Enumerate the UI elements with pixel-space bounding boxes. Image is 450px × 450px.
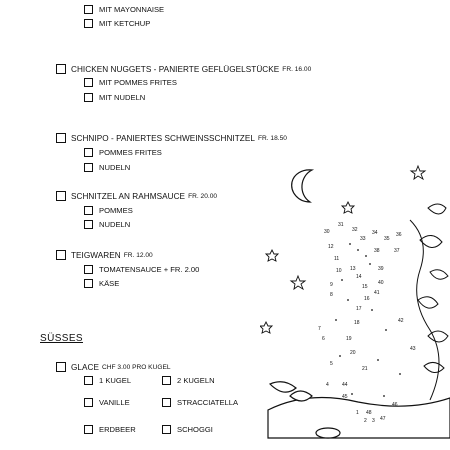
dot-number: 43 xyxy=(410,346,416,352)
dot-number: 4 xyxy=(326,382,329,388)
option-schnipo-nudeln[interactable] xyxy=(84,163,130,172)
star-icon xyxy=(260,322,272,333)
checkbox[interactable] xyxy=(56,191,66,201)
star-icon xyxy=(411,166,425,179)
option-label: NUDELN xyxy=(99,163,131,172)
checkbox[interactable] xyxy=(84,220,93,229)
checkbox[interactable] xyxy=(162,398,171,407)
option-schnipo-pommes[interactable] xyxy=(84,148,162,157)
dot-number: 42 xyxy=(398,318,404,324)
dot-number: 6 xyxy=(322,336,325,342)
checkbox[interactable] xyxy=(84,376,93,385)
item-title: CHICKEN NUGGETS - PANIERTE GEFLÜGELSTÜCKE xyxy=(71,64,280,74)
dot-number: 20 xyxy=(350,350,356,356)
dot-number: 1 xyxy=(356,410,359,416)
leaf-icon xyxy=(418,204,448,416)
option-label: POMMES FRITES xyxy=(99,148,162,157)
checkbox[interactable] xyxy=(162,376,171,385)
checkbox[interactable] xyxy=(84,148,93,157)
option-teigwaren-kaese[interactable] xyxy=(84,279,119,288)
item-price: FR. 18.50 xyxy=(257,134,287,142)
item-title: TEIGWAREN xyxy=(71,250,121,260)
dot-number: 2 xyxy=(364,418,367,424)
dot-number: 36 xyxy=(396,232,402,238)
dot-number: 10 xyxy=(336,268,342,274)
branch-icon xyxy=(268,382,450,438)
dot-number: 40 xyxy=(378,280,384,286)
option-vanille[interactable] xyxy=(84,398,130,407)
checkbox[interactable] xyxy=(162,425,171,434)
dot-number: 9 xyxy=(330,282,333,288)
item-title: GLACE xyxy=(71,362,100,372)
moon-icon xyxy=(292,170,312,202)
option-teigwaren-tomatensauce[interactable] xyxy=(84,265,199,274)
dot-number: 17 xyxy=(356,306,362,312)
option-ketchup[interactable] xyxy=(84,19,150,28)
checkbox[interactable] xyxy=(56,133,66,143)
item-price: CHF 3.00 PRO KUGEL xyxy=(102,363,171,371)
checkbox[interactable] xyxy=(84,425,93,434)
dot-number: 32 xyxy=(352,227,358,233)
option-nuggets-pommes[interactable] xyxy=(84,78,177,87)
dot-number: 30 xyxy=(324,229,330,235)
dot-number: 8 xyxy=(330,292,333,298)
option-rahmsauce-nudeln[interactable] xyxy=(84,220,130,229)
dot-number: 11 xyxy=(334,256,340,262)
item-price: FR. 20.00 xyxy=(188,192,218,200)
dot-markers xyxy=(335,243,401,397)
checkbox[interactable] xyxy=(84,78,93,87)
dot-number: 46 xyxy=(392,402,398,408)
dot-number: 39 xyxy=(378,266,384,272)
dot-number: 14 xyxy=(356,274,362,280)
option-label: ERDBEER xyxy=(99,425,136,434)
star-icon xyxy=(291,276,305,289)
item-price: FR. 12.00 xyxy=(123,251,153,259)
dot-number: 33 xyxy=(360,236,366,242)
dot-number: 12 xyxy=(328,244,334,250)
menu-item-glace[interactable] xyxy=(56,362,171,372)
dot-number: 15 xyxy=(362,284,368,290)
menu-item-chicken-nuggets[interactable] xyxy=(56,64,311,74)
dot-number: 38 xyxy=(374,248,380,254)
dot-number: 47 xyxy=(380,416,386,422)
dot-number: 31 xyxy=(338,222,344,228)
option-erdbeer[interactable] xyxy=(84,425,136,434)
dot-numbers xyxy=(318,222,416,424)
option-label: MIT KETCHUP xyxy=(99,19,151,28)
section-heading-suesses: SÜSSES xyxy=(40,333,83,344)
option-1-kugel[interactable] xyxy=(84,376,131,385)
option-label: STRACCIATELLA xyxy=(177,398,239,407)
option-schoggi[interactable] xyxy=(162,425,213,434)
dot-number: 5 xyxy=(330,361,333,367)
option-label: MIT NUDELN xyxy=(99,93,146,102)
dot-number: 19 xyxy=(346,336,352,342)
menu-item-schnipo[interactable] xyxy=(56,133,287,143)
checkbox[interactable] xyxy=(84,398,93,407)
dot-number: 3 xyxy=(372,418,375,424)
item-title: SCHNITZEL AN RAHMSAUCE xyxy=(71,191,186,201)
option-2-kugeln[interactable] xyxy=(162,376,215,385)
option-label: SCHOGGI xyxy=(177,425,213,434)
dot-number: 41 xyxy=(374,290,380,296)
checkbox[interactable] xyxy=(84,5,93,14)
item-price: FR. 16.00 xyxy=(282,65,312,73)
dot-number: 13 xyxy=(350,266,356,272)
checkbox[interactable] xyxy=(84,163,93,172)
checkbox[interactable] xyxy=(84,279,93,288)
option-mayonnaise[interactable] xyxy=(84,5,164,14)
option-rahmsauce-pommes[interactable] xyxy=(84,206,133,215)
dot-number: 48 xyxy=(366,410,372,416)
dot-number: 16 xyxy=(364,296,370,302)
option-label: MIT MAYONNAISE xyxy=(99,5,165,14)
checkbox[interactable] xyxy=(56,362,66,372)
dot-number: 44 xyxy=(342,382,348,388)
menu-item-rahmsauce[interactable] xyxy=(56,191,217,201)
option-label: 1 KUGEL xyxy=(99,376,132,385)
option-stracciatella[interactable] xyxy=(162,398,238,407)
checkbox[interactable] xyxy=(56,250,66,260)
star-icon xyxy=(266,250,278,261)
dot-number: 18 xyxy=(354,320,360,326)
dot-number: 45 xyxy=(342,394,348,400)
checkbox[interactable] xyxy=(84,206,93,215)
checkbox[interactable] xyxy=(84,265,93,274)
option-label: POMMES xyxy=(99,206,133,215)
dot-number: 34 xyxy=(372,230,378,236)
dot-number: 7 xyxy=(318,326,321,332)
dot-number: 37 xyxy=(394,248,400,254)
item-title: SCHNIPO - PANIERTES SCHWEINSSCHNITZEL xyxy=(71,133,255,143)
dot-number: 21 xyxy=(362,366,368,372)
option-label: KÄSE xyxy=(99,279,120,288)
option-label: TOMATENSAUCE + FR. 2.00 xyxy=(99,265,200,274)
owl-dot-to-dot-illustration xyxy=(260,160,450,450)
dot-number: 35 xyxy=(384,236,390,242)
menu-item-teigwaren[interactable] xyxy=(56,250,153,260)
checkbox[interactable] xyxy=(84,93,93,102)
checkbox[interactable] xyxy=(84,19,93,28)
checkbox[interactable] xyxy=(56,64,66,74)
option-label: NUDELN xyxy=(99,220,131,229)
option-label: VANILLE xyxy=(99,398,130,407)
option-nuggets-nudeln[interactable] xyxy=(84,93,145,102)
option-label: MIT POMMES FRITES xyxy=(99,78,177,87)
star-icon xyxy=(342,202,354,213)
option-label: 2 KUGELN xyxy=(177,376,215,385)
